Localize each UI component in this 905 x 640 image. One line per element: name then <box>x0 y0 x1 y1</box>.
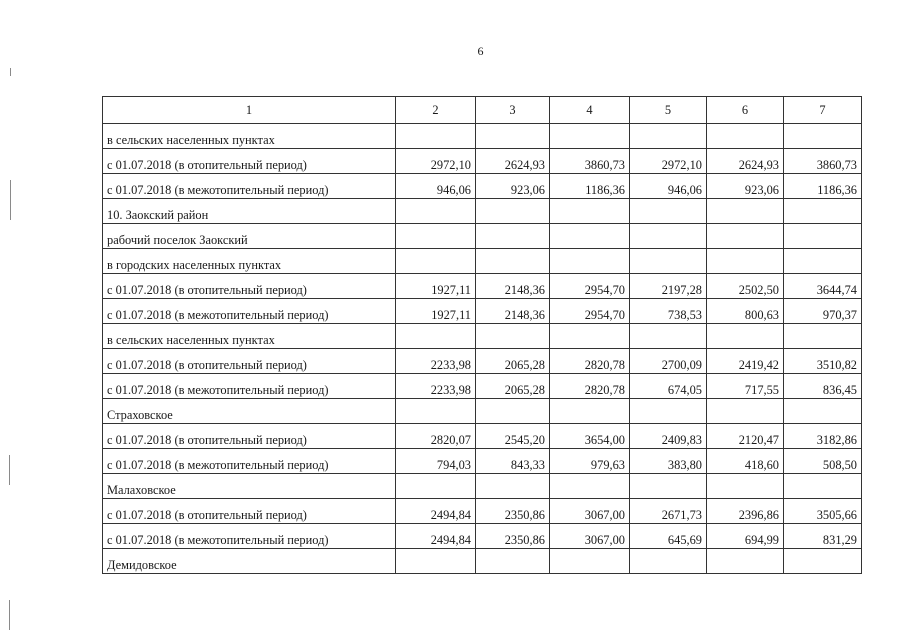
tariff-value-cell: 694,99 <box>707 524 784 549</box>
table-row <box>103 474 862 499</box>
tariff-value-cell <box>550 124 630 149</box>
tariff-value-cell <box>396 124 476 149</box>
tariff-value-cell: 2419,42 <box>707 349 784 374</box>
tariff-value-cell: 2954,70 <box>550 299 630 324</box>
tariff-value-cell <box>707 324 784 349</box>
table-row <box>103 249 862 274</box>
tariff-value-cell <box>707 249 784 274</box>
tariff-value-cell: 836,45 <box>784 374 862 399</box>
column-header: 2 <box>396 97 476 124</box>
tariff-value-cell <box>630 474 707 499</box>
tariff-value-cell: 946,06 <box>630 174 707 199</box>
tariff-table <box>102 96 862 574</box>
tariff-value-cell <box>550 324 630 349</box>
tariff-value-cell <box>784 474 862 499</box>
tariff-value-cell <box>707 124 784 149</box>
tariff-value-cell <box>550 224 630 249</box>
tariff-value-cell: 2065,28 <box>476 374 550 399</box>
tariff-value-cell: 418,60 <box>707 449 784 474</box>
tariff-value-cell <box>476 549 550 574</box>
row-label: 10. Заокский район <box>103 199 396 224</box>
tariff-value-cell: 2148,36 <box>476 274 550 299</box>
tariff-value-cell: 383,80 <box>630 449 707 474</box>
tariff-value-cell: 831,29 <box>784 524 862 549</box>
tariff-value-cell: 717,55 <box>707 374 784 399</box>
row-label: в сельских населенных пунктах <box>103 324 396 349</box>
tariff-value-cell <box>476 474 550 499</box>
tariff-value-cell: 1186,36 <box>784 174 862 199</box>
tariff-value-cell <box>396 549 476 574</box>
scan-margin-mark <box>9 600 10 630</box>
row-label: с 01.07.2018 (в отопительный период) <box>103 499 396 524</box>
tariff-value-cell <box>784 399 862 424</box>
row-label: с 01.07.2018 (в отопительный период) <box>103 274 396 299</box>
tariff-value-cell: 794,03 <box>396 449 476 474</box>
tariff-value-cell: 3182,86 <box>784 424 862 449</box>
tariff-value-cell: 2409,83 <box>630 424 707 449</box>
tariff-value-cell <box>784 224 862 249</box>
tariff-value-cell: 979,63 <box>550 449 630 474</box>
tariff-value-cell <box>630 399 707 424</box>
row-label: с 01.07.2018 (в межотопительный период) <box>103 524 396 549</box>
tariff-value-cell: 2233,98 <box>396 349 476 374</box>
tariff-value-cell: 2396,86 <box>707 499 784 524</box>
tariff-value-cell <box>630 549 707 574</box>
tariff-value-cell <box>784 324 862 349</box>
tariff-value-cell <box>476 249 550 274</box>
tariff-value-cell: 2700,09 <box>630 349 707 374</box>
tariff-value-cell <box>476 199 550 224</box>
tariff-value-cell: 2954,70 <box>550 274 630 299</box>
row-label: Малаховское <box>103 474 396 499</box>
tariff-value-cell: 2820,78 <box>550 374 630 399</box>
table-row <box>103 374 862 399</box>
tariff-value-cell <box>707 549 784 574</box>
column-header: 3 <box>476 97 550 124</box>
scan-margin-mark <box>10 180 11 220</box>
table-row <box>103 549 862 574</box>
tariff-value-cell: 3505,66 <box>784 499 862 524</box>
tariff-value-cell: 2820,78 <box>550 349 630 374</box>
row-label: в сельских населенных пунктах <box>103 124 396 149</box>
tariff-value-cell: 508,50 <box>784 449 862 474</box>
tariff-value-cell: 1186,36 <box>550 174 630 199</box>
tariff-value-cell: 3860,73 <box>784 149 862 174</box>
column-header: 6 <box>707 97 784 124</box>
row-label: Демидовское <box>103 549 396 574</box>
tariff-value-cell: 3067,00 <box>550 524 630 549</box>
tariff-value-cell: 2545,20 <box>476 424 550 449</box>
table-row <box>103 349 862 374</box>
tariff-value-cell <box>396 199 476 224</box>
scan-margin-mark <box>9 455 10 485</box>
tariff-value-cell: 645,69 <box>630 524 707 549</box>
tariff-value-cell: 800,63 <box>707 299 784 324</box>
tariff-value-cell <box>630 199 707 224</box>
tariff-value-cell: 3644,74 <box>784 274 862 299</box>
column-header: 5 <box>630 97 707 124</box>
table-body <box>103 124 862 574</box>
table-row <box>103 274 862 299</box>
table-row <box>103 499 862 524</box>
tariff-value-cell: 2233,98 <box>396 374 476 399</box>
table-row <box>103 224 862 249</box>
table-header-row <box>103 97 862 124</box>
tariff-value-cell <box>396 399 476 424</box>
row-label: с 01.07.2018 (в отопительный период) <box>103 149 396 174</box>
tariff-value-cell: 970,37 <box>784 299 862 324</box>
tariff-value-cell <box>707 474 784 499</box>
tariff-value-cell <box>476 124 550 149</box>
tariff-value-cell: 2148,36 <box>476 299 550 324</box>
table-row <box>103 449 862 474</box>
tariff-value-cell: 1927,11 <box>396 299 476 324</box>
tariff-value-cell <box>630 124 707 149</box>
tariff-value-cell: 2624,93 <box>476 149 550 174</box>
row-label: с 01.07.2018 (в межотопительный период) <box>103 449 396 474</box>
tariff-value-cell: 2671,73 <box>630 499 707 524</box>
row-label: рабочий поселок Заокский <box>103 224 396 249</box>
tariff-value-cell <box>550 199 630 224</box>
tariff-value-cell: 923,06 <box>707 174 784 199</box>
page-number: 6 <box>477 44 484 58</box>
tariff-value-cell: 946,06 <box>396 174 476 199</box>
tariff-value-cell: 2494,84 <box>396 524 476 549</box>
tariff-value-cell: 3067,00 <box>550 499 630 524</box>
tariff-value-cell <box>630 324 707 349</box>
tariff-value-cell <box>784 249 862 274</box>
table-row <box>103 524 862 549</box>
tariff-value-cell <box>630 249 707 274</box>
column-header: 1 <box>103 97 396 124</box>
tariff-value-cell: 2502,50 <box>707 274 784 299</box>
tariff-value-cell <box>707 224 784 249</box>
tariff-value-cell: 2820,07 <box>396 424 476 449</box>
tariff-value-cell: 3510,82 <box>784 349 862 374</box>
tariff-value-cell <box>707 399 784 424</box>
tariff-value-cell: 1927,11 <box>396 274 476 299</box>
tariff-value-cell <box>550 249 630 274</box>
row-label: с 01.07.2018 (в межотопительный период) <box>103 299 396 324</box>
table-row <box>103 399 862 424</box>
table-row <box>103 174 862 199</box>
row-label: с 01.07.2018 (в межотопительный период) <box>103 374 396 399</box>
scan-margin-mark <box>10 68 11 76</box>
tariff-value-cell: 3860,73 <box>550 149 630 174</box>
tariff-value-cell: 3654,00 <box>550 424 630 449</box>
tariff-value-cell: 2972,10 <box>630 149 707 174</box>
tariff-value-cell: 674,05 <box>630 374 707 399</box>
tariff-value-cell <box>476 224 550 249</box>
tariff-value-cell <box>476 399 550 424</box>
table-row <box>103 124 862 149</box>
row-label: в городских населенных пунктах <box>103 249 396 274</box>
tariff-value-cell <box>550 474 630 499</box>
tariff-value-cell: 2494,84 <box>396 499 476 524</box>
tariff-value-cell <box>784 549 862 574</box>
tariff-value-cell <box>396 224 476 249</box>
row-label: с 01.07.2018 (в отопительный период) <box>103 349 396 374</box>
tariff-value-cell: 2120,47 <box>707 424 784 449</box>
row-label: с 01.07.2018 (в межотопительный период) <box>103 174 396 199</box>
tariff-value-cell: 843,33 <box>476 449 550 474</box>
column-header: 7 <box>784 97 862 124</box>
row-label: Страховское <box>103 399 396 424</box>
tariff-value-cell <box>550 549 630 574</box>
tariff-value-cell <box>396 249 476 274</box>
tariff-value-cell <box>396 474 476 499</box>
tariff-value-cell <box>550 399 630 424</box>
table-row <box>103 149 862 174</box>
tariff-value-cell: 2350,86 <box>476 524 550 549</box>
table-row <box>103 324 862 349</box>
column-header: 4 <box>550 97 630 124</box>
tariff-value-cell <box>784 199 862 224</box>
tariff-value-cell <box>630 224 707 249</box>
tariff-value-cell: 2197,28 <box>630 274 707 299</box>
row-label: с 01.07.2018 (в отопительный период) <box>103 424 396 449</box>
tariff-value-cell: 2624,93 <box>707 149 784 174</box>
tariff-value-cell <box>707 199 784 224</box>
table-row <box>103 424 862 449</box>
tariff-value-cell: 2972,10 <box>396 149 476 174</box>
tariff-value-cell: 2350,86 <box>476 499 550 524</box>
tariff-value-cell <box>396 324 476 349</box>
tariff-value-cell: 738,53 <box>630 299 707 324</box>
tariff-value-cell <box>476 324 550 349</box>
tariff-value-cell: 2065,28 <box>476 349 550 374</box>
table-row <box>103 299 862 324</box>
tariff-value-cell <box>784 124 862 149</box>
table-row <box>103 199 862 224</box>
tariff-value-cell: 923,06 <box>476 174 550 199</box>
